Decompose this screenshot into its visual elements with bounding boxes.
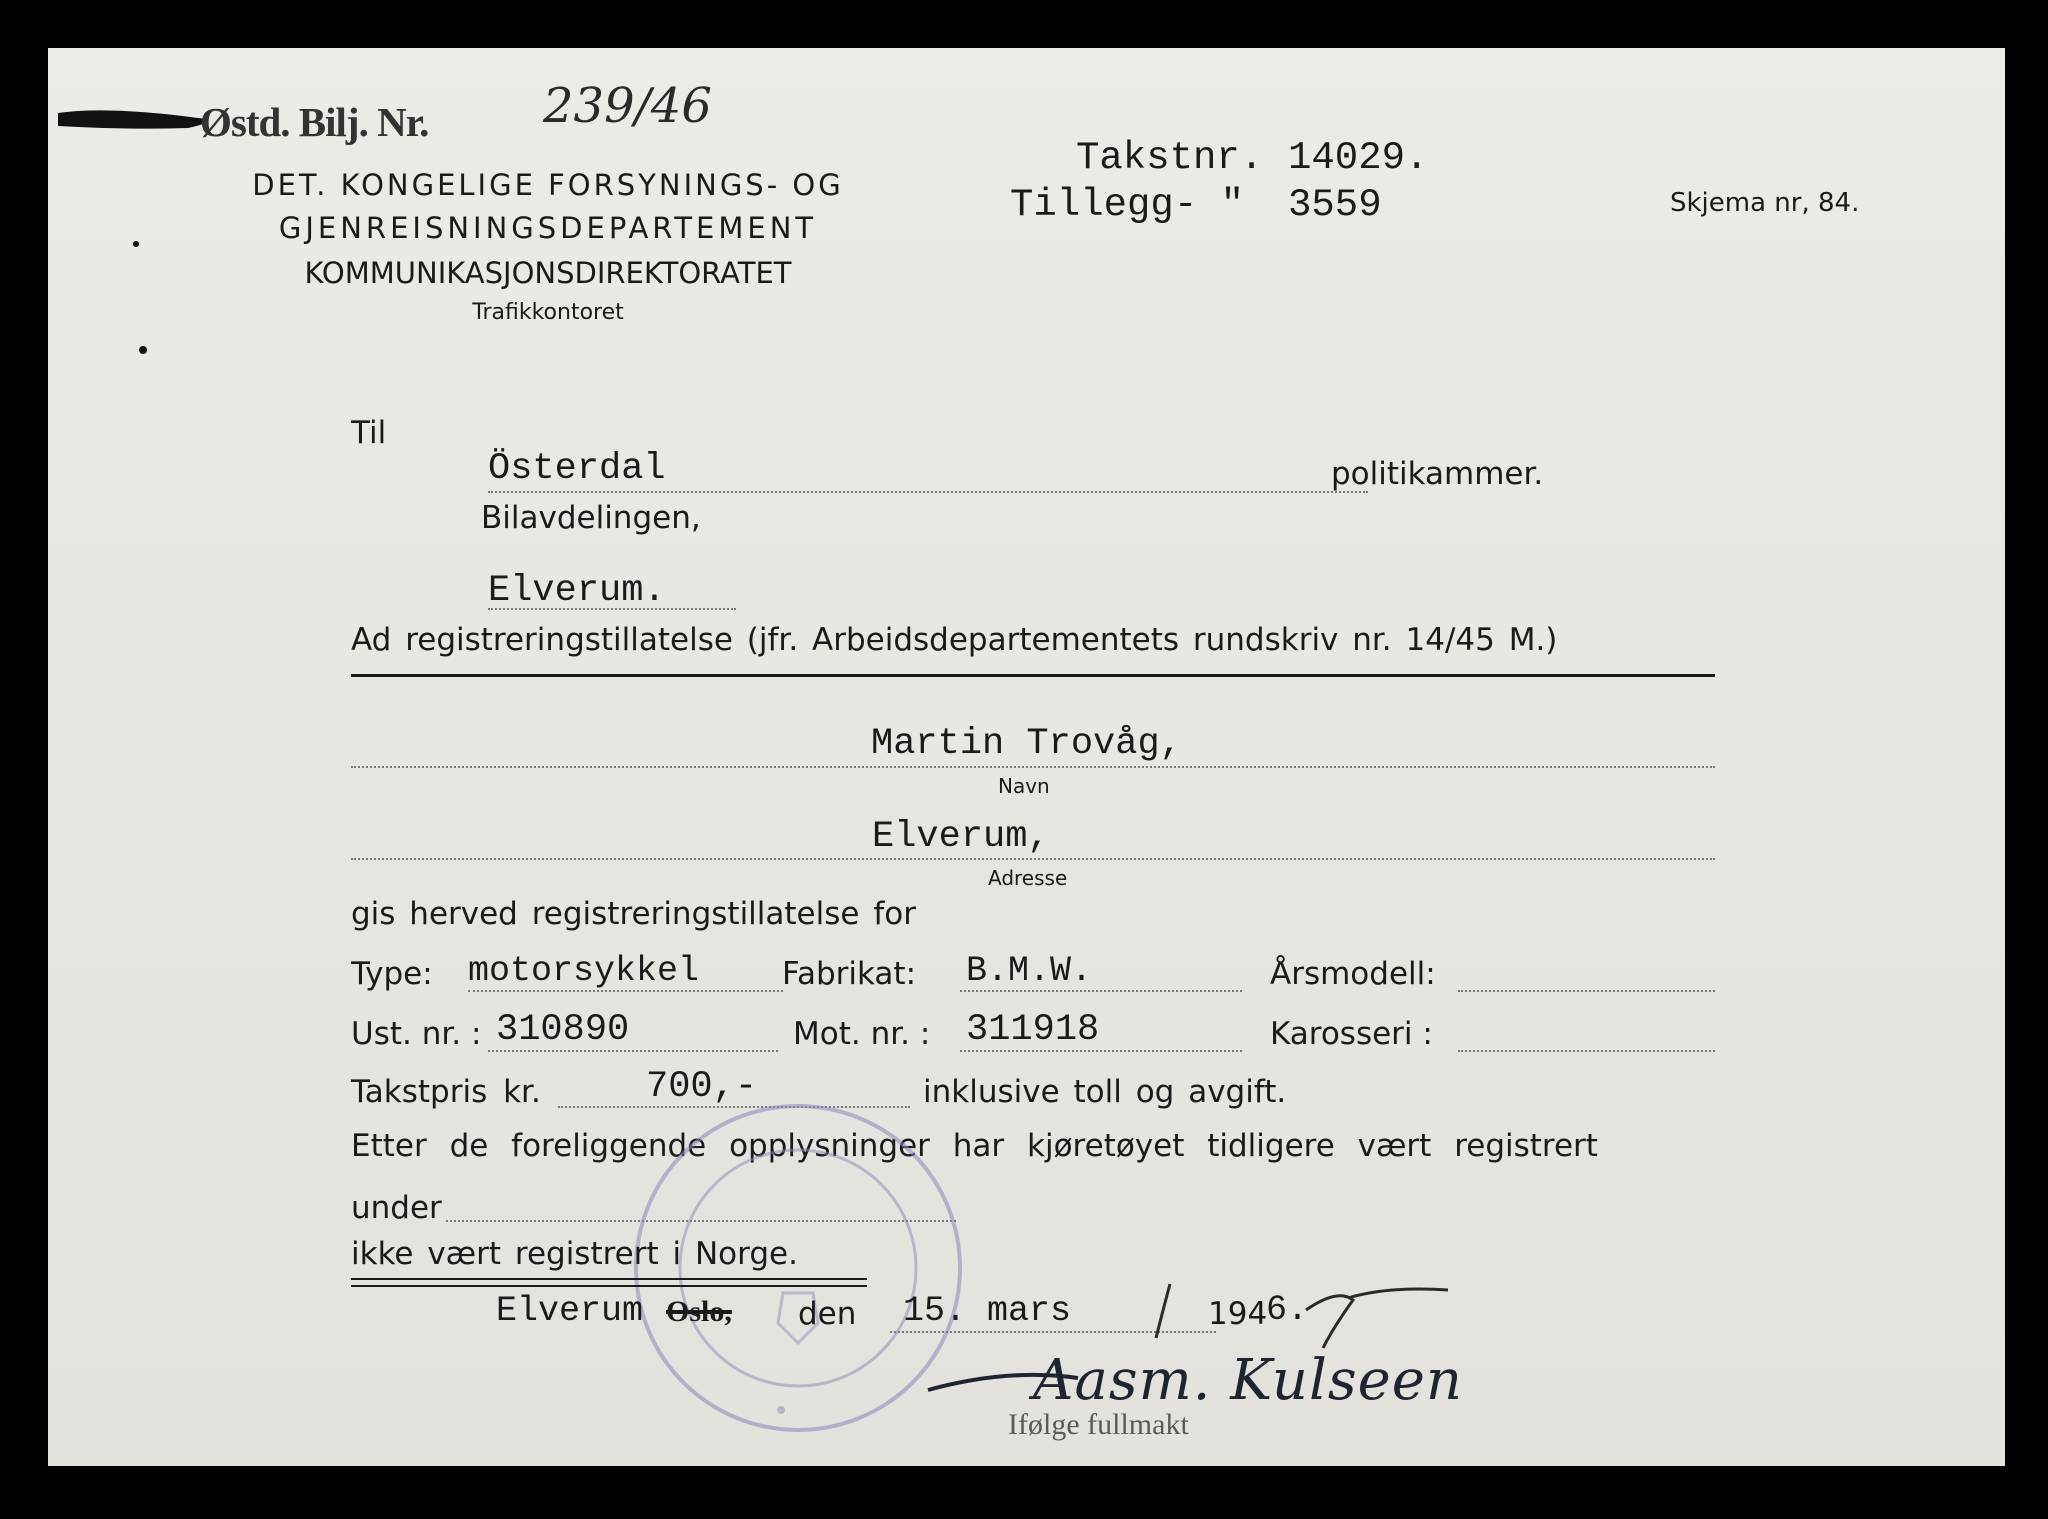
karosseri-label: Karosseri : xyxy=(1270,1016,1433,1052)
takstpris-dotted-line xyxy=(558,1106,910,1108)
under-dotted-line xyxy=(446,1220,956,1222)
dept-line-3: KOMMUNIKASJONSDIREKTORATET xyxy=(304,256,792,290)
history-line: Etter de foreliggende opplysninger har kjøretøyet tidligere vært registrert xyxy=(351,1128,1598,1164)
takstpris-suffix: inklusive toll og avgift. xyxy=(923,1074,1287,1110)
til-label: Til xyxy=(351,415,387,451)
person-name: Martin Trovåg, xyxy=(871,723,1182,765)
type-dotted-line xyxy=(468,990,783,992)
takst-label: Takstnr. xyxy=(1076,136,1264,180)
date-dotted-line xyxy=(890,1331,1216,1333)
address-dotted-line xyxy=(351,858,1715,860)
karosseri-dotted-line xyxy=(1458,1050,1715,1052)
tillegg-value: 3559 xyxy=(1288,183,1382,227)
dept-line-2: GJENREISNINGSDEPARTEMENT xyxy=(278,211,818,245)
takst-value: 14029. xyxy=(1288,136,1429,180)
city-name: Elverum. xyxy=(488,570,666,612)
tillegg-label: Tillegg- " xyxy=(1010,183,1245,227)
ticket-ref-label: Østd. Bilj. Nr. xyxy=(200,99,429,145)
fabrikat-value: B.M.W. xyxy=(966,951,1093,991)
type-label: Type: xyxy=(351,956,433,992)
subject-line: Ad registreringstillatelse (jfr. Arbeidsdepartementets rundskriv nr. 14/45 M.) xyxy=(351,622,1558,658)
ust-value: 310890 xyxy=(496,1009,630,1051)
document-sheet xyxy=(48,48,2005,1466)
arsmodell-dotted-line xyxy=(1458,990,1715,992)
date-typed: 15. mars xyxy=(903,1291,1072,1331)
not-registered-underline xyxy=(351,1278,867,1280)
dept-line-1: DET. KONGELIGE FORSYNINGS- OG xyxy=(252,168,844,202)
place-typed: Elverum xyxy=(496,1291,644,1331)
ust-dotted-line xyxy=(488,1050,778,1052)
city-dotted-line xyxy=(488,608,736,610)
grant-text: gis herved registreringstillatelse for xyxy=(351,896,916,932)
place-struck: Oslo, xyxy=(666,1295,732,1328)
ticket-ref-number: 239/46 xyxy=(543,78,712,134)
mot-dotted-line xyxy=(960,1050,1242,1052)
handwritten-signature: Aasm. Kulseen xyxy=(1033,1348,1463,1413)
takstpris-value: 700,- xyxy=(646,1066,758,1108)
not-registered-text: ikke vært registrert i Norge. xyxy=(351,1236,798,1272)
department-name: Bilavdelingen, xyxy=(481,500,701,536)
mot-value: 311918 xyxy=(966,1009,1100,1051)
ifolge-fullmakt: Ifølge fullmakt xyxy=(1008,1408,1189,1441)
person-address: Elverum, xyxy=(872,816,1050,858)
ust-label: Ust. nr. : xyxy=(351,1016,482,1052)
type-value: motorsykkel xyxy=(468,951,700,991)
skjema-number: Skjema nr, 84. xyxy=(1670,188,1860,218)
name-caption: Navn xyxy=(998,774,1050,798)
signature-flourish xyxy=(48,48,58,58)
subject-underline xyxy=(351,674,1715,677)
arsmodell-label: Årsmodell: xyxy=(1270,956,1436,992)
year-printed: 194 xyxy=(1208,1296,1268,1332)
under-label: under xyxy=(351,1190,442,1226)
address-caption: Adresse xyxy=(988,866,1068,890)
year-typed: 6. xyxy=(1266,1290,1309,1330)
takstpris-label: Takstpris kr. xyxy=(351,1074,541,1110)
mot-label: Mot. nr. : xyxy=(793,1016,931,1052)
office-suffix: politikammer. xyxy=(1331,456,1544,492)
dept-line-4: Trafikkontoret xyxy=(472,300,624,325)
fabrikat-label: Fabrikat: xyxy=(782,956,917,992)
den-label: den xyxy=(798,1296,857,1332)
fabrikat-dotted-line xyxy=(960,990,1242,992)
office-name: Österdal xyxy=(488,448,666,490)
office-dotted-line xyxy=(488,491,1368,493)
not-registered-underline-2 xyxy=(351,1285,867,1287)
name-dotted-line xyxy=(351,766,1715,768)
